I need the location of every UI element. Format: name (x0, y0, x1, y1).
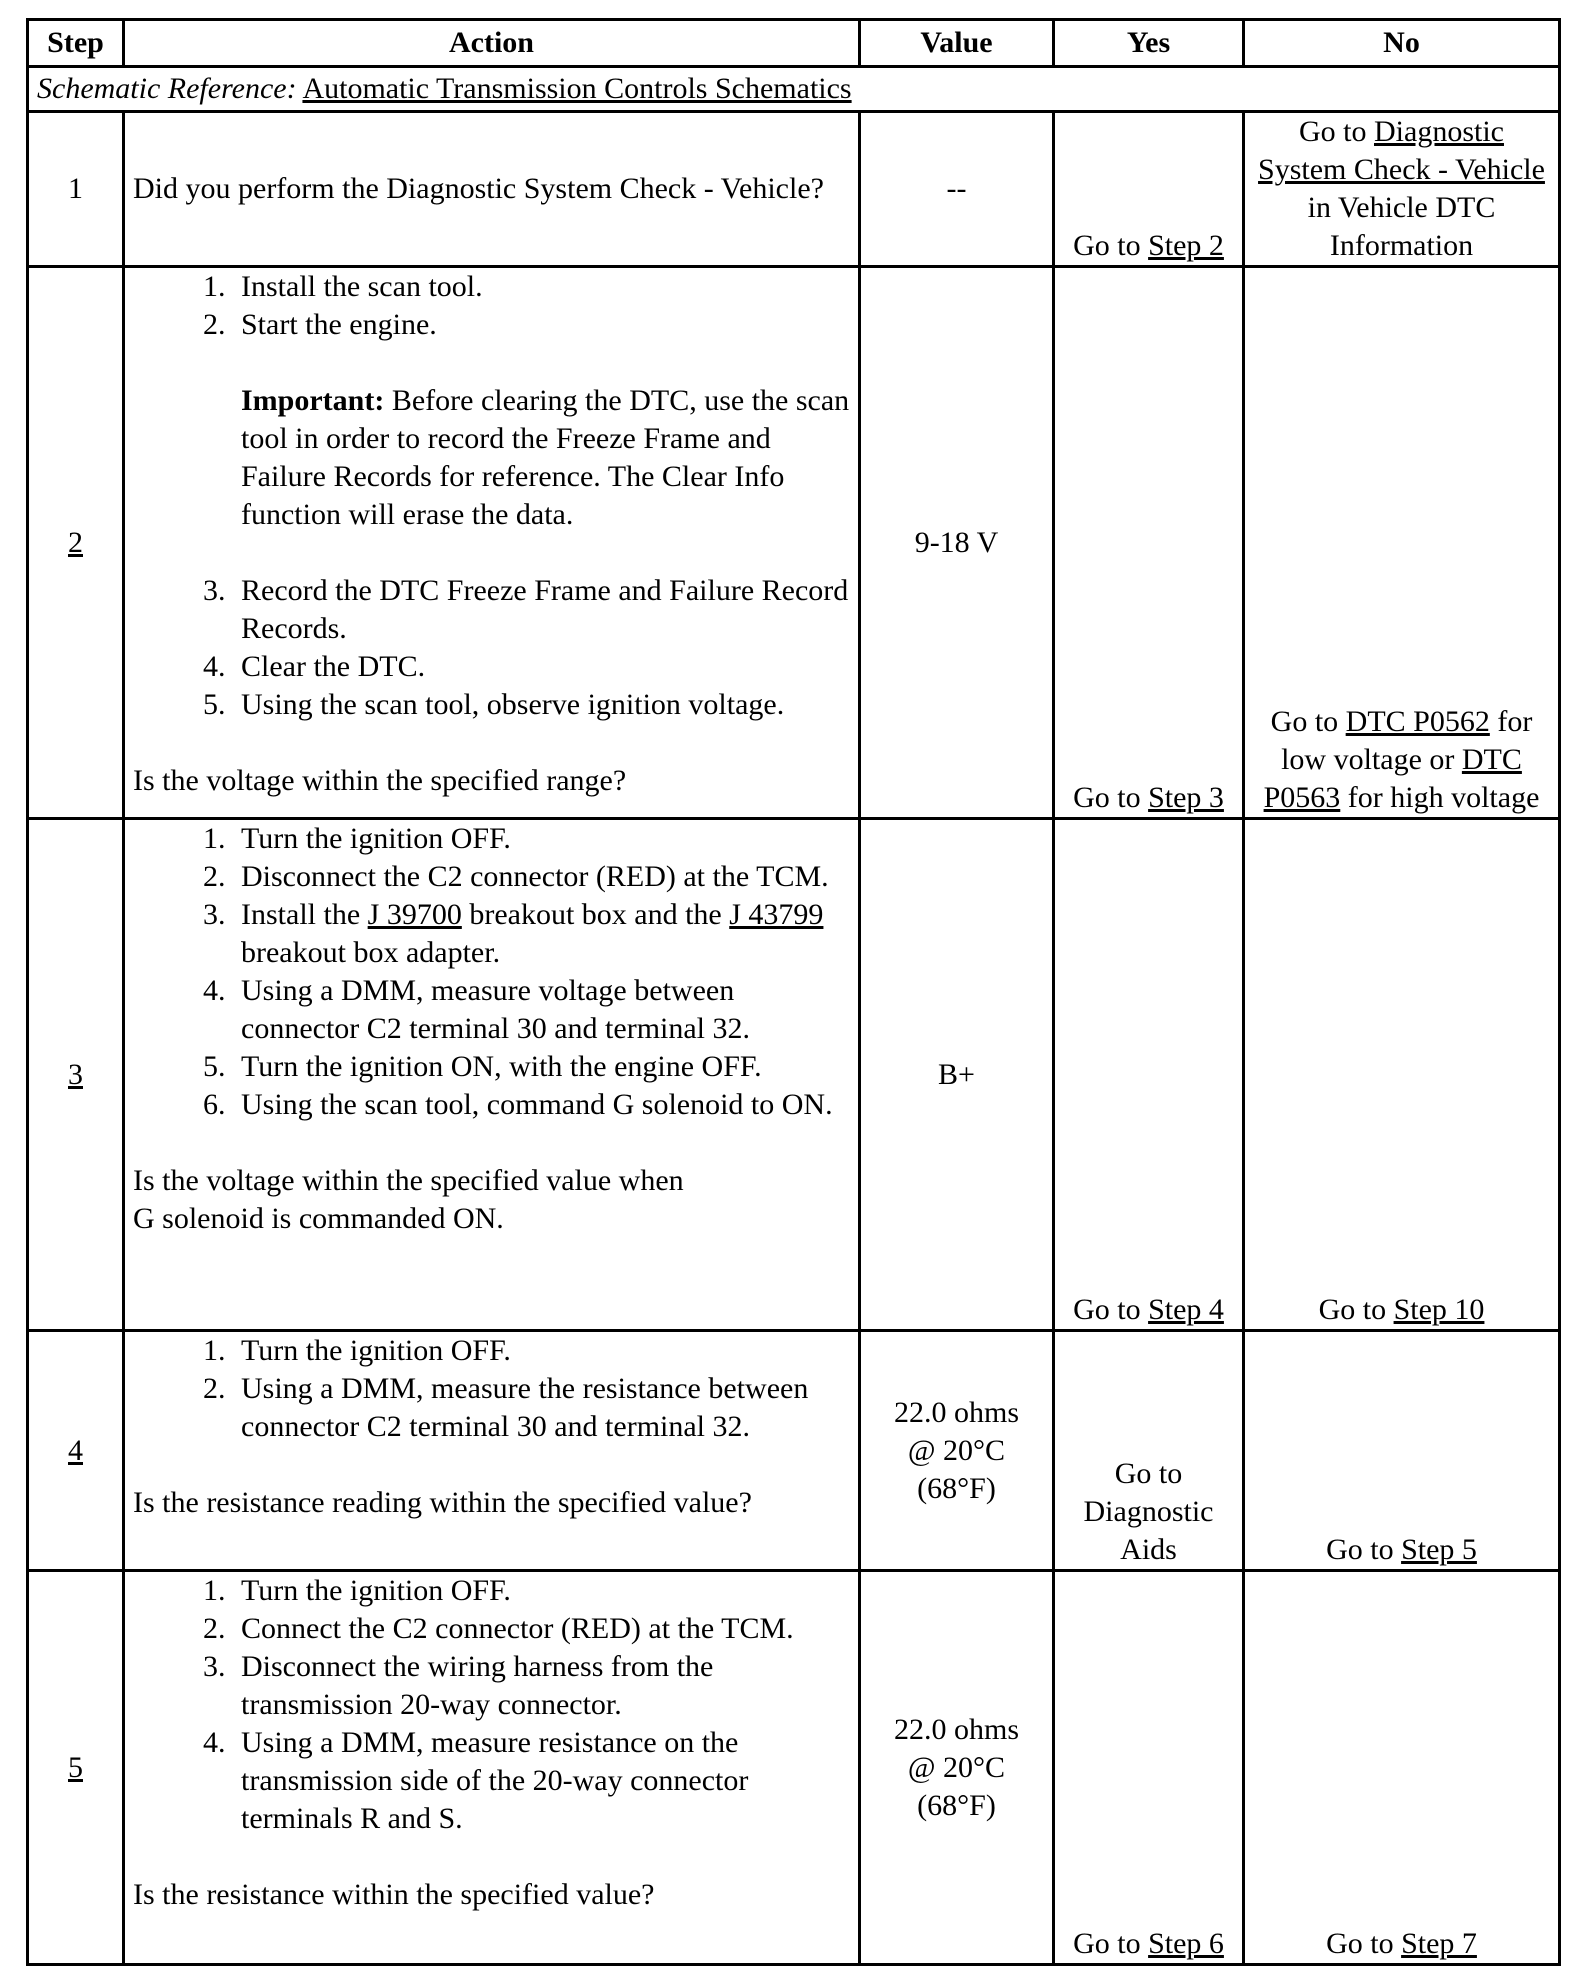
dtc-p0562-link[interactable]: DTC P0562 (1345, 705, 1490, 738)
table-row (28, 1331, 1560, 1571)
table-row (28, 1571, 1560, 1965)
table-row (28, 819, 1560, 1331)
step-number (28, 819, 124, 1331)
value-cell: B+ (860, 819, 1054, 1331)
header-no: No (1244, 20, 1560, 67)
step-anchor[interactable]: 5 (68, 1750, 83, 1784)
step-anchor[interactable]: 2 (68, 525, 83, 559)
step-link[interactable]: Step 5 (1401, 1533, 1477, 1566)
step-anchor[interactable]: 4 (68, 1433, 83, 1467)
value-cell (860, 1571, 1054, 1965)
no-suffix: for high voltage (1347, 781, 1540, 814)
list-item: 1. Turn the ignition OFF. (233, 820, 850, 858)
table-row (28, 267, 1560, 819)
step-number (28, 1571, 124, 1965)
list-item: 5. Turn the ignition ON, with the engine OFF. (233, 1048, 850, 1086)
yes-prefix: Go to (1073, 229, 1141, 262)
list-item: 4. Using a DMM, measure voltage between connector C2 terminal 30 and terminal 32. (233, 972, 850, 1048)
header-yes: Yes (1054, 20, 1244, 67)
important-label: Important: (241, 384, 385, 417)
list-item-text: Install the (241, 898, 361, 931)
yes-prefix: Go to (1073, 1293, 1141, 1326)
list-item: 1. Turn the ignition OFF. (233, 1332, 850, 1370)
value-line: @ 20°C (907, 1433, 1006, 1467)
list-item (233, 306, 850, 534)
yes-cell (1054, 267, 1244, 819)
question-text (133, 1162, 850, 1238)
step-link[interactable]: Step 7 (1401, 1927, 1477, 1960)
diagnostic-aids-text: Go to Diagnostic Aids (1083, 1457, 1214, 1566)
yes-cell (1054, 819, 1244, 1331)
question-line: Is the voltage within the specified value when (133, 1164, 684, 1197)
step-anchor[interactable]: 3 (68, 1057, 83, 1091)
header-value: Value (860, 20, 1054, 67)
header-row (28, 20, 1560, 67)
step-number: 1 (28, 112, 124, 267)
header-step: Step (28, 20, 124, 67)
step-number (28, 267, 124, 819)
tool-link-j43799[interactable]: J 43799 (729, 898, 824, 931)
list-item: 1. Turn the ignition OFF. (233, 1572, 850, 1610)
header-action: Action (124, 20, 860, 67)
action-cell (124, 1571, 860, 1965)
step-list (133, 268, 850, 724)
important-note (241, 382, 850, 534)
list-item-text: breakout box adapter. (241, 936, 501, 969)
tool-link-j39700[interactable]: J 39700 (367, 898, 462, 931)
value-line: 22.0 ohms (893, 1395, 1019, 1429)
yes-cell (1054, 1571, 1244, 1965)
step-link[interactable]: Step 6 (1148, 1927, 1224, 1960)
schematic-label: Schematic Reference: (37, 72, 297, 105)
list-item: 6. Using the scan tool, command G solenoid to ON. (233, 1086, 850, 1124)
value-line: @ 20°C (907, 1750, 1006, 1784)
list-item-text: breakout box and the (469, 898, 722, 931)
schematic-link[interactable]: Automatic Transmission Controls Schematics (302, 72, 852, 105)
action-cell (124, 819, 860, 1331)
important-text: Before clearing the DTC, use the scan tool in order to record the Freeze Frame and Failure Records for reference. The Clear Info function will erase the data. (241, 384, 850, 531)
value-line: (68°F) (917, 1471, 996, 1505)
value-cell: 9-18 V (860, 267, 1054, 819)
step-list (133, 820, 850, 1124)
list-item: 4. Clear the DTC. (233, 648, 850, 686)
list-item: 5. Using the scan tool, observe ignition voltage. (233, 686, 850, 724)
step-link[interactable]: Step 4 (1148, 1293, 1224, 1326)
value-line: (68°F) (917, 1788, 996, 1822)
no-prefix: Go to (1299, 115, 1367, 148)
no-prefix: Go to (1318, 1293, 1387, 1326)
no-cell (1244, 1331, 1560, 1571)
yes-prefix: Go to (1073, 781, 1141, 814)
step-link[interactable]: Step 3 (1148, 781, 1224, 814)
action-cell (124, 112, 860, 267)
action-cell (124, 1331, 860, 1571)
list-item: 2. Using a DMM, measure the resistance between connector C2 terminal 30 and terminal 32. (233, 1370, 850, 1446)
no-prefix: Go to (1326, 1927, 1394, 1960)
yes-cell (1054, 1331, 1244, 1571)
no-mid: for low voltage or (1281, 705, 1533, 776)
list-item: 3. Record the DTC Freeze Frame and Failure Record Records. (233, 572, 850, 648)
question-line: G solenoid is commanded ON. (133, 1202, 504, 1235)
no-prefix: Go to (1270, 705, 1339, 738)
diagnostic-table (26, 18, 1561, 1966)
step-number (28, 1331, 124, 1571)
dtc-p0563-link[interactable]: DTC P0563 (1263, 743, 1522, 814)
step-link[interactable]: Step 10 (1393, 1293, 1485, 1326)
list-item: 2. Connect the C2 connector (RED) at the TCM. (233, 1610, 850, 1648)
no-cell (1244, 112, 1560, 267)
question-text: Is the resistance within the specified value? (133, 1878, 655, 1911)
schematic-row (28, 67, 1560, 112)
value-line: 22.0 ohms (893, 1712, 1019, 1746)
yes-cell (1054, 112, 1244, 267)
question-text: Is the voltage within the specified range? (133, 764, 627, 797)
list-item (233, 896, 850, 972)
list-item: 2. Disconnect the C2 connector (RED) at the TCM. (233, 858, 850, 896)
no-cell (1244, 819, 1560, 1331)
schematic-reference (28, 67, 1560, 112)
yes-prefix: Go to (1073, 1927, 1141, 1960)
question-text: Did you perform the Diagnostic System Check - Vehicle? (133, 172, 824, 205)
step-list (133, 1572, 850, 1838)
list-item: 1. Install the scan tool. (233, 268, 850, 306)
step-link[interactable]: Step 2 (1148, 229, 1224, 262)
list-item-text: Start the engine. (241, 308, 437, 341)
no-cell (1244, 1571, 1560, 1965)
value-cell: -- (860, 112, 1054, 267)
no-cell (1244, 267, 1560, 819)
step-list (133, 1332, 850, 1446)
action-cell (124, 267, 860, 819)
list-item: 4. Using a DMM, measure resistance on the transmission side of the 20-way connector terminals R and S. (233, 1724, 850, 1838)
table-row (28, 112, 1560, 267)
diagnostic-system-check-link[interactable]: Diagnostic System Check - Vehicle (1258, 115, 1545, 186)
question-text: Is the resistance reading within the specified value? (133, 1486, 752, 1519)
no-prefix: Go to (1326, 1533, 1394, 1566)
no-suffix: in Vehicle DTC Information (1307, 191, 1496, 262)
value-cell (860, 1331, 1054, 1571)
list-item: 3. Disconnect the wiring harness from the transmission 20-way connector. (233, 1648, 850, 1724)
